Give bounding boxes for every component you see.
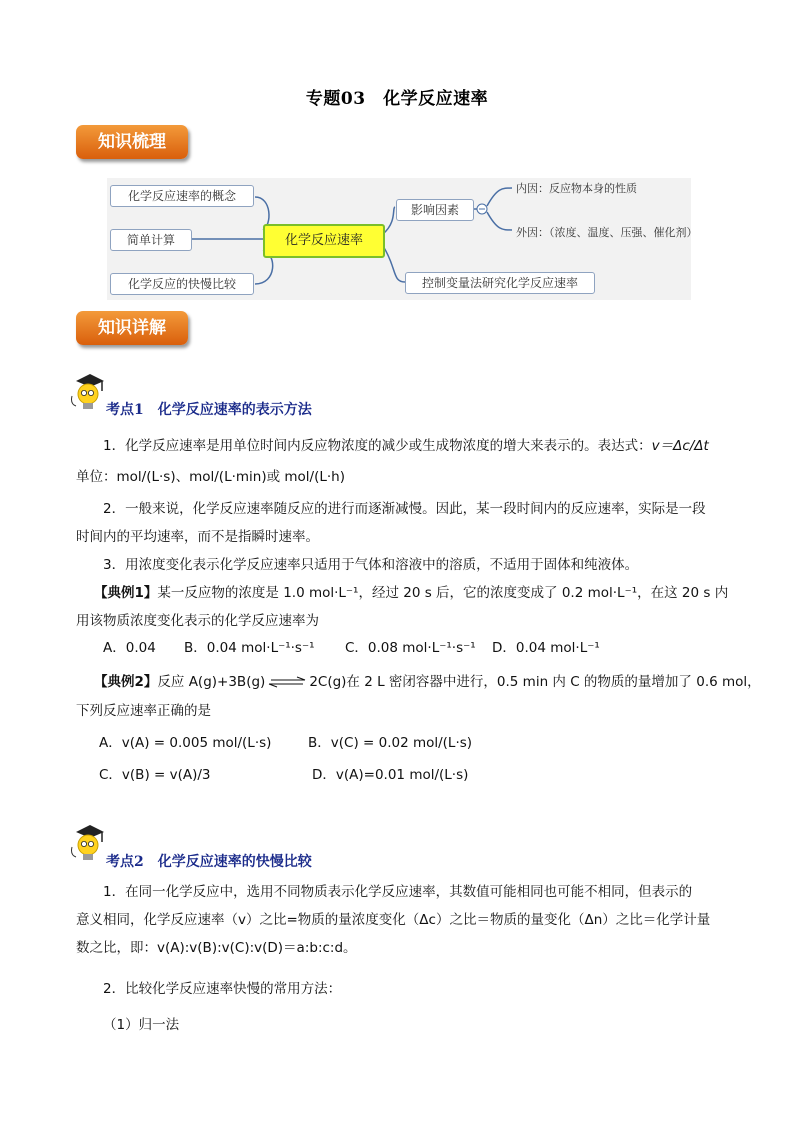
example-1-option-b: B．0.04 mol·L⁻¹·s⁻¹ [184,640,315,656]
kaodian-2-title: 化学反应速率的快慢比较 [157,854,312,870]
kaodian-1-number: 考点1 [106,402,144,418]
example-2-text: 2C(g)在 2 L 密闭容器中进行，0.5 min 内 C 的物质的量增加了 0.6 mol， [309,674,761,690]
example-2-option-d: D．v(A)=0.01 mol/(L·s) [312,767,469,783]
mind-map-node-concept: 化学反应速率的概念 [110,185,254,207]
k1-example-1b: 用该物质浓度变化表示的化学反应速率为 [76,613,319,629]
k2-para-3: （1）归一法 [103,1017,180,1033]
page-title: 专题03 化学反应速率 [305,89,489,109]
section-badge-overview: 知识梳理 [76,125,188,159]
k1-example-1 [94,581,728,601]
k1-example-2b: 下列反应速率正确的是 [76,703,211,719]
kaodian-1-heading [106,399,312,419]
k2-para-1b: 意义相同，化学反应速率（v）之比=物质的量浓度变化（Δc）之比＝物质的量变化（Δn）之比＝化学计量 [76,912,711,928]
example-1-text: 某一反应物的浓度是 1.0 mol·L⁻¹，经过 20 s 后，它的浓度变成了 0.2 mol·L⁻¹，在这 20 s 内 [157,585,729,601]
k1-para-1-text: 1．化学反应速率是用单位时间内反应物浓度的减少或生成物浓度的增大来表示的。表达式： [103,438,652,454]
mind-map-node-compare: 化学反应的快慢比较 [110,273,254,295]
example-1-option-c: C．0.08 mol·L⁻¹·s⁻¹ [345,640,476,656]
example-2-option-a: A．v(A) = 0.005 mol/(L·s) [99,735,272,751]
example-2-reactants: 反应 A(g)+3B(g) [157,674,266,690]
mind-map-leaf-external: 外因：（浓度、温度、压强、催化剂） [516,226,698,239]
mind-map-node-factors: 影响因素 [396,199,474,221]
example-1-label: 【典例1】 [94,585,158,601]
example-2-option-b: B．v(C) = 0.02 mol/(L·s) [308,735,473,751]
k1-para-2b: 时间内的平均速率，而不是指瞬时速率。 [76,529,319,545]
example-1-option-a: A．0.04 [103,640,156,656]
scholar-bulb-icon [70,823,106,865]
mind-map-leaf-internal: 内因：反应物本身的性质 [516,182,637,195]
k1-unit: 单位：mol/(L·s)、mol/(L·min)或 mol/(L·h) [76,469,346,485]
kaodian-2-heading [106,851,312,871]
mind-map [107,178,698,300]
k2-para-1a: 1．在同一化学反应中，选用不同物质表示化学反应速率，其数值可能相同也可能不相同，但表示的 [103,884,693,900]
mind-map-node-calc: 简单计算 [110,229,192,251]
scholar-bulb-icon [70,372,106,414]
mind-map-center: 化学反应速率 [263,224,385,258]
mind-map-node-control: 控制变量法研究化学反应速率 [405,272,595,294]
k2-para-2: 2．比较化学反应速率快慢的常用方法： [103,981,342,997]
k1-para-1 [103,434,709,454]
example-2-label: 【典例2】 [94,674,158,690]
kaodian-1-title: 化学反应速率的表示方法 [157,402,312,418]
k2-para-1c: 数之比，即：v(A):v(B):v(C):v(D)＝a:b:c:d。 [76,940,357,956]
section-badge-detail: 知识详解 [76,311,188,345]
kaodian-2-number: 考点2 [106,854,144,870]
k1-para-3: 3．用浓度变化表示化学反应速率只适用于气体和溶液中的溶质，不适用于固体和纯液体。 [103,557,639,573]
equilibrium-arrow-icon [267,676,307,688]
k1-formula: v＝Δc/Δt [651,438,709,454]
example-2-option-c: C．v(B) = v(A)/3 [99,767,211,783]
k1-example-2 [94,670,761,690]
example-1-option-d: D．0.04 mol·L⁻¹ [492,640,600,656]
k1-para-2a: 2．一般来说，化学反应速率随反应的进行而逐渐减慢。因此，某一段时间内的反应速率，实际是一段 [103,501,706,517]
